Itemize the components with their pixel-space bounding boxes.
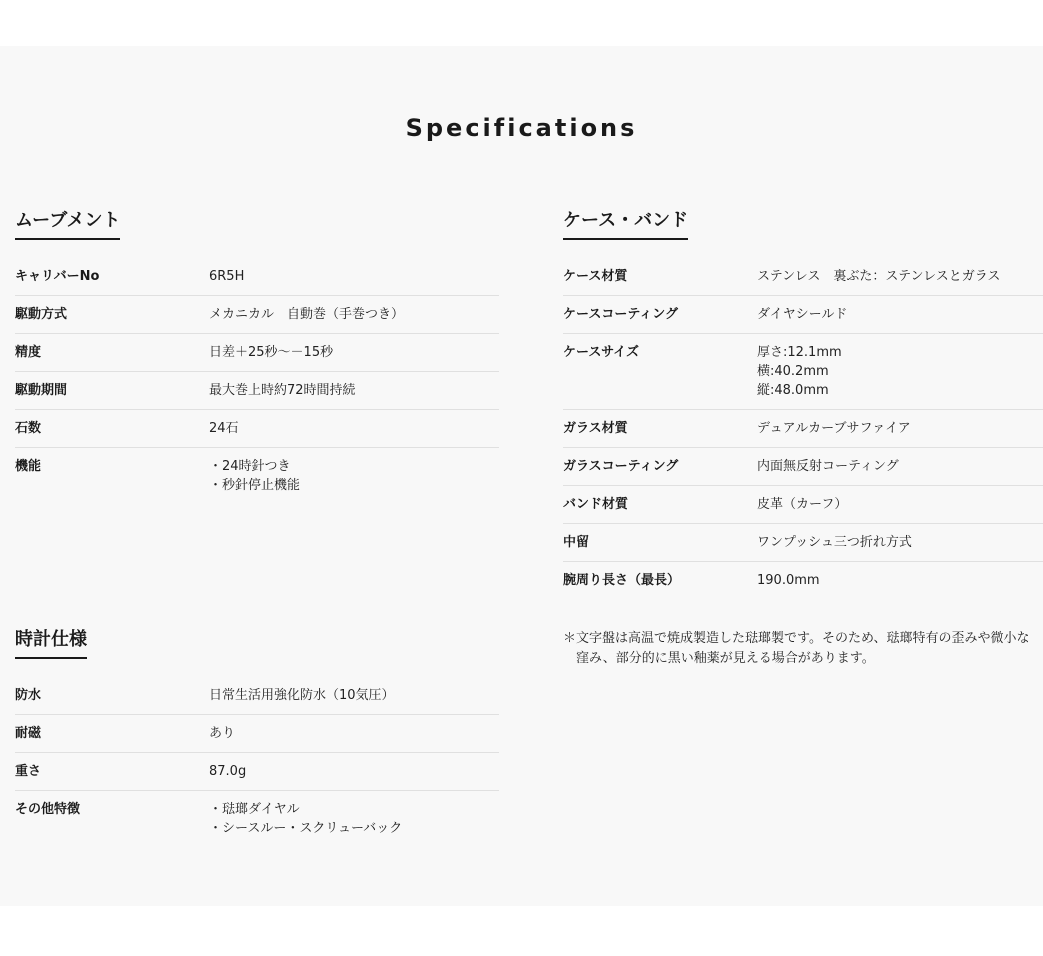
section-case-band: [563, 209, 1043, 599]
spec-key: ガラス材質: [563, 421, 628, 436]
spec-table-watch-spec: [15, 677, 499, 847]
spec-key: 機能: [15, 459, 42, 474]
spec-value: 190.0mm: [757, 573, 820, 588]
spec-value: 日常生活用強化防水（10気圧）: [209, 688, 395, 703]
spec-row: [563, 296, 1043, 334]
spec-key: ケース材質: [563, 269, 628, 284]
spec-row: [563, 486, 1043, 524]
spec-row: [563, 448, 1043, 486]
spec-value: 内面無反射コーティング: [757, 459, 899, 474]
spec-value: 厚さ:12.1mm 横:40.2mm 縦:48.0mm: [757, 345, 842, 398]
specifications-panel: [0, 46, 1043, 906]
spec-key: 駆動期間: [15, 383, 68, 398]
spec-row: [563, 334, 1043, 410]
spec-value: 87.0g: [209, 764, 247, 779]
spec-table-case-band: [563, 258, 1043, 599]
dial-note: [563, 629, 1043, 669]
section-heading-movement: ムーブメント: [15, 209, 120, 240]
spec-value: 24石: [209, 421, 239, 436]
spec-row: [563, 524, 1043, 562]
spec-row: [15, 334, 499, 372]
spec-row: [15, 715, 499, 753]
spec-table-movement: [15, 258, 499, 504]
spec-row: [15, 258, 499, 296]
spec-key: 駆動方式: [15, 307, 68, 322]
spec-value: ステンレス 裏ぶた：ステンレスとガラス: [757, 269, 1001, 284]
spec-value: ・24時針つき ・秒針停止機能: [209, 459, 301, 493]
spec-value: 日差＋25秒～－15秒: [209, 345, 334, 360]
spec-key: バンド材質: [563, 497, 629, 512]
spec-row: [15, 410, 499, 448]
spec-value: ダイヤシールド: [757, 307, 848, 322]
spec-row: [15, 372, 499, 410]
page-title: Specifications: [405, 114, 638, 142]
spec-value: ワンプッシュ三つ折れ方式: [757, 535, 912, 550]
spec-key: 腕周り長さ（最長）: [563, 573, 681, 588]
spec-key: 石数: [15, 421, 42, 436]
spec-value: 最大巻上時約72時間持続: [209, 383, 356, 398]
spec-key: ケースサイズ: [563, 345, 640, 360]
spec-row: [563, 258, 1043, 296]
spec-value: ・琺瑯ダイヤル ・シースルー・スクリューバック: [209, 802, 403, 836]
spec-row: [15, 791, 499, 847]
spec-key: その他特徴: [15, 802, 81, 817]
spec-key: 防水: [15, 688, 42, 703]
spec-row: [563, 562, 1043, 599]
spec-key: キャリバーNo: [15, 269, 100, 284]
spec-value: 皮革（カーフ）: [757, 497, 848, 512]
dial-note-line2: 窪み、部分的に黒い釉薬が見える場合があります。: [576, 651, 875, 666]
spec-value: デュアルカーブサファイア: [757, 421, 911, 436]
spec-key: ケースコーティング: [563, 307, 679, 322]
spec-key: 重さ: [15, 764, 42, 779]
spec-value: 6R5H: [209, 269, 245, 284]
section-watch-spec: [15, 628, 499, 847]
spec-row: [563, 410, 1043, 448]
spec-key: 耐磁: [15, 726, 42, 741]
spec-key: 中留: [563, 535, 590, 550]
spec-row: [15, 448, 499, 504]
spec-key: ガラスコーティング: [563, 459, 679, 474]
section-heading-watch-spec: 時計仕様: [15, 628, 87, 659]
spec-row: [15, 296, 499, 334]
dial-note-line1: ＊文字盤は高温で焼成製造した琺瑯製です。そのため、琺瑯特有の歪みや微小な: [563, 631, 1030, 646]
spec-key: 精度: [15, 345, 42, 360]
spec-row: [15, 753, 499, 791]
spec-value: メカニカル 自動巻（手巻つき）: [209, 307, 405, 322]
spec-value: あり: [209, 726, 236, 741]
spec-row: [15, 677, 499, 715]
section-heading-case-band: ケース・バンド: [563, 209, 688, 240]
section-movement: [15, 209, 499, 504]
